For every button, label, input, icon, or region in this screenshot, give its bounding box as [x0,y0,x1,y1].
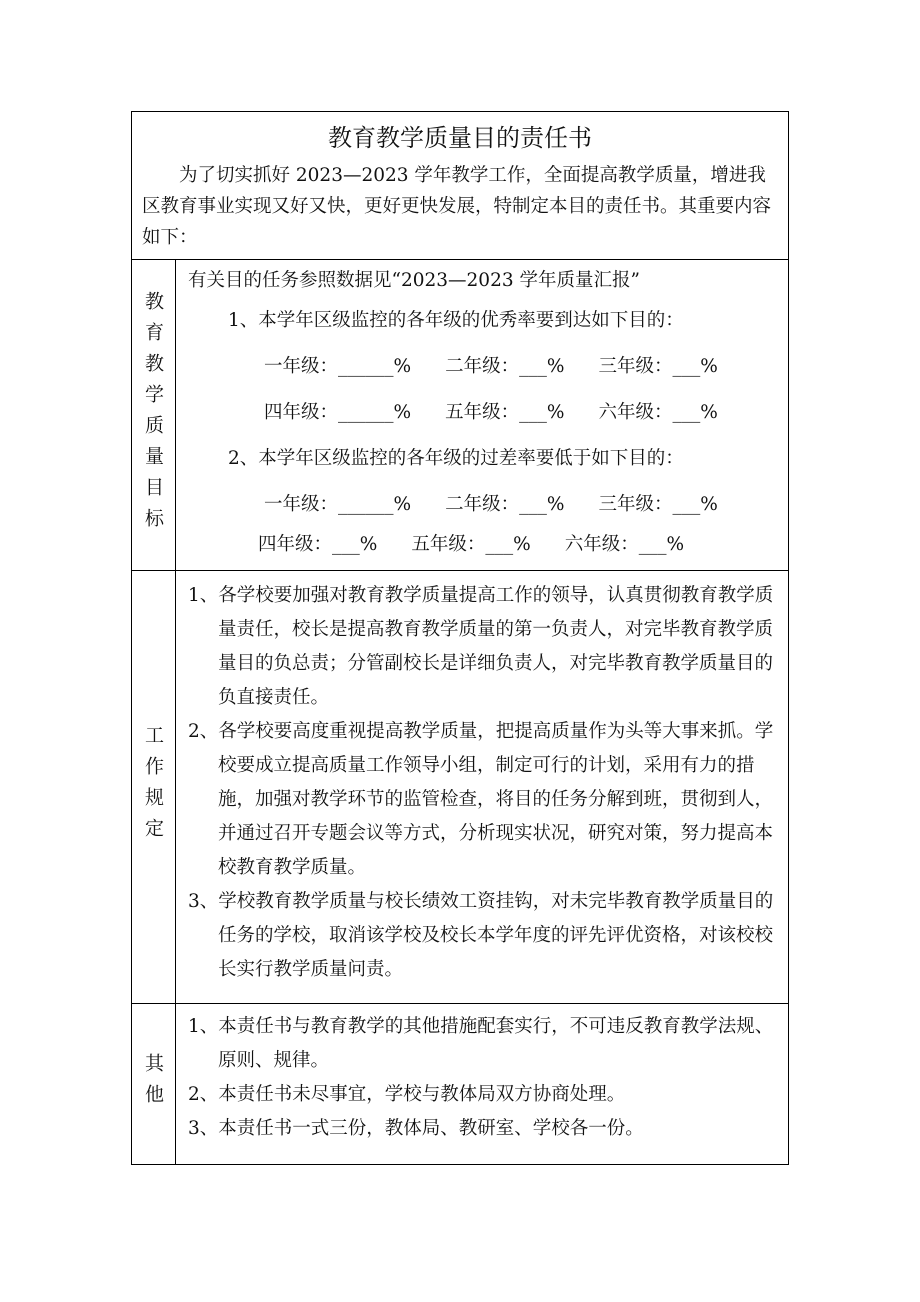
failure-rates-row-1 [188,482,782,528]
grade-rate: 二年级：___% [445,494,565,515]
other-label: 其他 [142,1053,164,1115]
rule-item: 1、各学校要加强对教育教学质量提高工作的领导，认真贯彻教育教学质量责任，校长是提高教育教学质量的第一负责人，对完毕教育教学质量目的负总责；分管副校长是详细负责人，对完毕教育教学质量目的负直接责任。 [188,585,774,708]
document-title: 教育教学质量目的责任书 [328,124,592,152]
rules-row [132,571,788,1004]
excellence-rates-row-2 [188,390,782,436]
other-item: 1、本责任书与教育教学的其他措施配套实行，不可违反教育教学法规、原则、规律。 [188,1016,774,1071]
grade-rate: 一年级：______% [264,494,412,515]
grade-rate: 二年级：___% [445,356,565,377]
goals-content [176,260,788,570]
intro-paragraph: 为了切实抓好 2023—2023 学年教学工作，全面提高教学质量，增进我区教育事业实现又好又快，更好更快发展，特制定本目的责任书。其重要内容如下： [142,165,772,248]
goals-label: 教育教学质量目标 [142,291,164,539]
grade-rate: 四年级：___% [258,534,378,555]
other-label-cell [132,1004,176,1164]
excellence-rates-row-1 [188,344,782,390]
grade-rate: 三年级：___% [598,494,718,515]
goals-reference: 有关目的任务参照数据见“2023—2023 学年质量汇报” [188,270,640,291]
responsibility-document [131,111,789,1165]
rules-content [176,571,788,1003]
grade-rate: 五年级：___% [411,534,531,555]
grade-rate: 三年级：___% [598,356,718,377]
rule-item: 3、学校教育教学质量与校长绩效工资挂钩，对未完毕教育教学质量目的任务的学校，取消该学校及校长本学年度的评先评优资格，对该校校长实行教学质量问责。 [188,891,774,980]
grade-rate: 五年级：___% [445,402,565,423]
goal-item-2: 2、本学年区级监控的各年级的过差率要低于如下目的： [228,448,684,469]
other-row [132,1004,788,1164]
grade-rate: 六年级：___% [564,534,685,555]
rules-label: 工作规定 [142,725,164,849]
failure-rates-row-2 [188,528,782,562]
rule-item: 2、各学校要高度重视提高教学质量，把提高质量作为头等大事来抓。学校要成立提高质量工作领导小组，制定可行的计划，采用有力的措施，加强对教学环节的监管检查，将目的任务分解到班，贯彻到人，并通过召开专题会议等方式，分析现实状况，研究对策，努力提高本校教育教学质量。 [188,721,774,878]
goals-row [132,260,788,571]
grade-rate: 六年级：___% [598,402,718,423]
other-item: 2、本责任书未尽事宜，学校与教体局双方协商处理。 [188,1084,626,1105]
other-content [176,1004,788,1164]
goals-label-cell [132,260,176,570]
grade-rate: 一年级：______% [264,356,412,377]
document-header [132,112,788,260]
rules-label-cell [132,571,176,1003]
goal-item-1: 1、本学年区级监控的各年级的优秀率要到达如下目的： [228,310,684,331]
grade-rate: 四年级：______% [264,402,412,423]
other-item: 3、本责任书一式三份，教体局、教研室、学校各一份。 [188,1118,644,1139]
